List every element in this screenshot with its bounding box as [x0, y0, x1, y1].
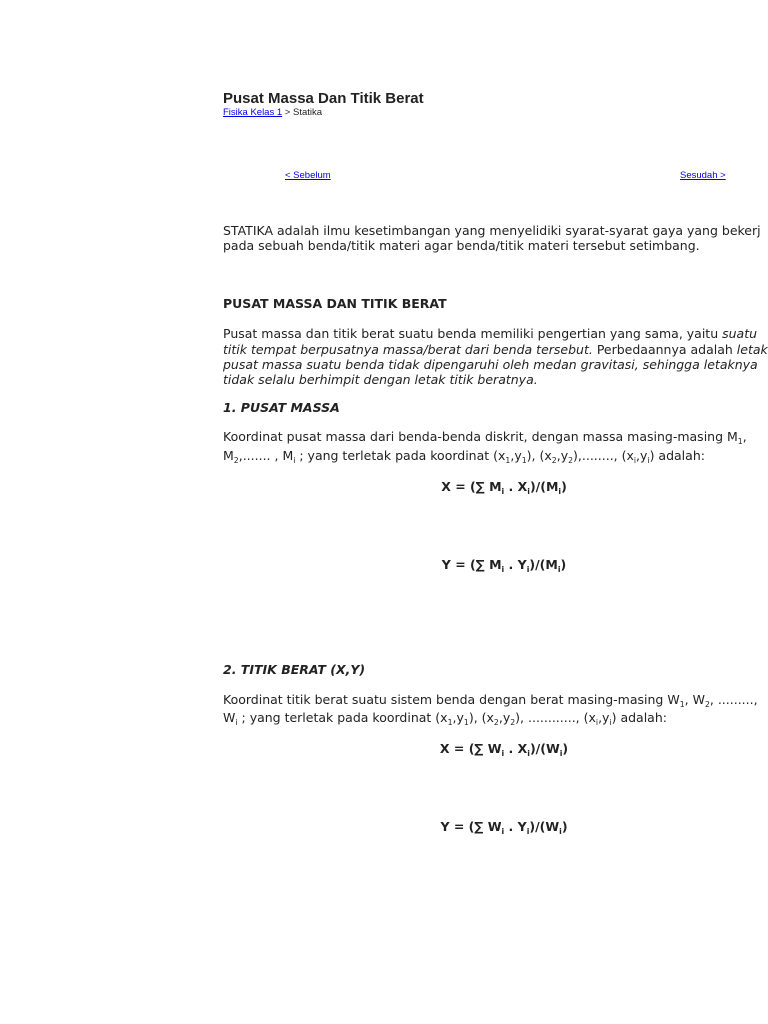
intro-line: STATIKA adalah ilmu kesetimbangan yang menyelidiki syarat-syarat gaya yang bekerj — [223, 223, 761, 238]
text-run: . X — [504, 479, 528, 494]
subscript: i — [501, 487, 505, 497]
text-run: W — [223, 710, 236, 725]
text-run: ; yang terletak pada koordinat (x — [237, 710, 448, 725]
center-of-mass-description-line — [223, 427, 768, 447]
subscript: i — [558, 487, 562, 497]
subscript: i — [526, 565, 530, 575]
text-run: ; yang terletak pada koordinat (x — [295, 448, 506, 463]
subscript: i — [501, 827, 505, 837]
text-run: . X — [504, 741, 528, 756]
subscript: i — [527, 487, 530, 497]
text-run: ,....... , M — [238, 448, 294, 463]
text-run: ), (x — [526, 448, 552, 463]
subscript: i — [235, 718, 238, 728]
breadcrumb-current: Statika — [292, 107, 323, 118]
text-run: )/(W — [529, 819, 560, 834]
center-of-gravity-description-line — [223, 690, 768, 710]
subscript: i — [527, 749, 530, 759]
breadcrumb — [223, 106, 423, 120]
text-run: ) — [562, 741, 569, 756]
center-of-mass-formula-y — [404, 555, 604, 575]
subscript: 1 — [679, 700, 685, 710]
text-run: Koordinat titik berat suatu sistem benda dengan berat masing-masing W — [223, 692, 680, 707]
subscript: 2 — [568, 456, 574, 466]
subscript: 2 — [493, 718, 499, 728]
previous-page-link[interactable]: < Sebelum — [285, 170, 331, 181]
next-page-link[interactable]: Sesudah > — [680, 170, 726, 181]
center-of-mass-heading: 1. PUSAT MASSA — [223, 400, 340, 415]
text-run: ,y — [598, 710, 610, 725]
center-of-gravity-description-line — [223, 708, 768, 728]
subscript: 1 — [521, 456, 527, 466]
italic-text-run: tidak selalu berhimpit dengan letak titik beratnya. — [223, 372, 538, 387]
italic-text-run: pusat massa suatu benda tidak dipengaruhi oleh medan gravitasi, sehingga letaknya — [223, 357, 758, 372]
subscript: 1 — [737, 437, 743, 447]
subscript: 1 — [447, 718, 453, 728]
subscript: 2 — [551, 456, 557, 466]
subscript: 2 — [704, 700, 710, 710]
breadcrumb-separator: > — [284, 107, 291, 118]
center-of-mass-formula-x — [404, 477, 604, 497]
text-run: X = (∑ M — [441, 479, 502, 494]
intro-line: pada sebuah benda/titik materi agar benda/titik materi tersebut setimbang. — [223, 238, 700, 253]
subscript: 2 — [510, 718, 516, 728]
text-run: Perbedaannya adalah — [592, 342, 737, 357]
text-run: ,y — [452, 710, 464, 725]
text-run: ) adalah: — [611, 710, 667, 725]
text-run: )/(M — [529, 557, 558, 572]
page-title: Pusat Massa Dan Titik Berat — [223, 90, 424, 107]
definition-line — [223, 370, 768, 390]
text-run: ), (x — [468, 710, 494, 725]
text-run: ) adalah: — [649, 448, 705, 463]
text-run: M — [223, 448, 234, 463]
text-run: Y = (∑ W — [440, 819, 502, 834]
subscript: 2 — [233, 456, 239, 466]
text-run: , ........., — [709, 692, 758, 707]
text-run: Koordinat pusat massa dari benda-benda diskrit, dengan massa masing-masing M — [223, 429, 738, 444]
text-run: ) — [560, 557, 567, 572]
subscript: i — [501, 565, 505, 575]
subscript: i — [595, 718, 599, 728]
text-run: . Y — [504, 819, 527, 834]
text-run: X = (∑ W — [439, 741, 502, 756]
italic-text-run: suatu — [722, 326, 758, 341]
text-run: ,y — [510, 448, 522, 463]
center-of-gravity-formula-x — [404, 739, 604, 759]
italic-text-run: titik tempat berpusatnya massa/berat dari benda tersebut. — [223, 342, 593, 357]
text-run: ),........, (x — [573, 448, 634, 463]
subscript: 1 — [463, 718, 469, 728]
subscript: i — [559, 827, 562, 837]
section-heading: PUSAT MASSA DAN TITIK BERAT — [223, 296, 447, 311]
text-run: )/(W — [529, 741, 560, 756]
breadcrumb-link-fisika-kelas-1[interactable]: Fisika Kelas 1 — [223, 107, 283, 118]
text-run: ) — [561, 819, 568, 834]
subscript: i — [526, 827, 530, 837]
text-run: , W — [684, 692, 705, 707]
text-run: )/(M — [529, 479, 559, 494]
text-run: Y = (∑ M — [441, 557, 502, 572]
subscript: 1 — [505, 456, 511, 466]
text-run: ,y — [636, 448, 648, 463]
text-run: . Y — [504, 557, 527, 572]
text-run: Pusat massa dan titik berat suatu benda memiliki pengertian yang sama, yaitu — [223, 326, 723, 341]
subscript: i — [501, 749, 505, 759]
subscript: i — [633, 456, 637, 466]
center-of-gravity-formula-y — [404, 817, 604, 837]
subscript: i — [557, 565, 561, 575]
text-run: ) — [561, 479, 567, 494]
subscript: i — [647, 456, 650, 466]
text-run: ), ............, (x — [515, 710, 596, 725]
subscript: i — [559, 749, 563, 759]
center-of-mass-description-line — [223, 446, 768, 466]
subscript: i — [293, 456, 296, 466]
text-run: , — [742, 429, 747, 444]
text-run: ,y — [498, 710, 511, 725]
subscript: i — [609, 718, 612, 728]
text-run: ,y — [556, 448, 569, 463]
italic-text-run: letak — [736, 342, 768, 357]
center-of-gravity-heading: 2. TITIK BERAT (X,Y) — [223, 662, 366, 677]
